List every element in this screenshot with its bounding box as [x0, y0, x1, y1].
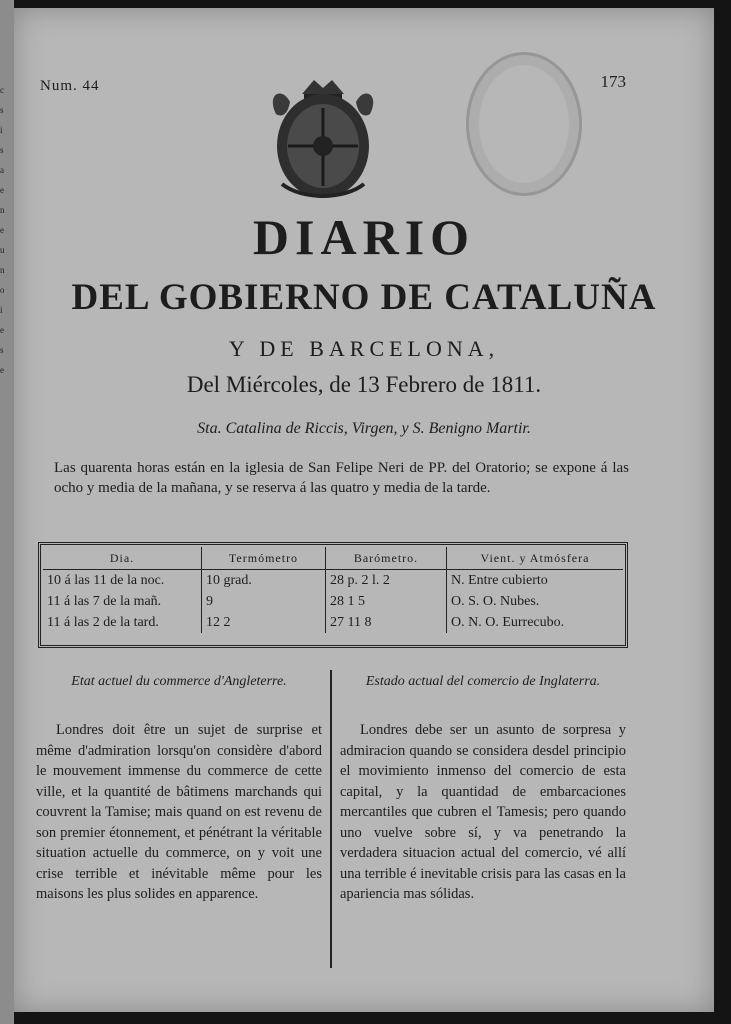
- weather-cell: 12 2: [202, 612, 326, 633]
- issue-number: Num. 44: [40, 78, 100, 94]
- weather-header-thermometer: Termómetro: [202, 547, 326, 570]
- weather-cell: 11 á las 7 de la mañ.: [43, 591, 202, 612]
- newspaper-subtitle: DEL GOBIERNO DE CATALUÑA: [71, 277, 657, 318]
- table-row: [43, 612, 623, 633]
- page-number: 173: [600, 72, 626, 91]
- newspaper-subtitle-city: Y DE BARCELONA,: [228, 336, 500, 361]
- weather-cell: 9: [202, 591, 326, 612]
- weather-cell: O. S. O. Nubes.: [451, 593, 540, 609]
- article-spanish-body: Londres debe ser un asunto de sorpresa y admiracion quando se considera desdel principio el movimiento inmenso del comercio de esta capital, y la quantidad de embarcaciones mercantiles que cubren el Tamesis; pero quando uno vuelve sobre sí, y va penetrando la verdadera situacion actual del comercio, vé allí una terrible é inevitable crisis para las casas en la apariencia mas sólidas.: [340, 722, 626, 902]
- saints-of-the-day: Sta. Catalina de Riccis, Virgen, y S. Benigno Martir.: [197, 420, 531, 437]
- article-spanish: [340, 672, 626, 905]
- religious-notice: Las quarenta horas están en la iglesia de San Felipe Neri de PP. del Oratorio; se expone á las ocho y media de la mañana, y se reserva á las quatro y media de la tarde.: [54, 460, 629, 496]
- weather-header-day: Dia.: [43, 547, 202, 570]
- table-row: [43, 591, 623, 612]
- weather-header-row: [43, 547, 623, 570]
- article-french-heading: Etat actuel du commerce d'Angleterre.: [71, 674, 287, 689]
- table-row: [43, 570, 623, 592]
- library-stamp: [466, 52, 582, 196]
- article-french: [36, 672, 322, 905]
- weather-cell: 10 grad.: [202, 570, 326, 592]
- weather-header-wind: Vient. y Atmósfera: [447, 547, 624, 570]
- royal-coat-of-arms-icon: [262, 74, 384, 206]
- article-french-body: Londres doit être un sujet de surprise et même d'admiration lorsqu'on considère d'abord le mouvement immense du commerce de cette ville, et la quantité de bâtimens marchands qui couvrent la Tamise; mais quand on est revenu de son premier étonnement, et pénétrant la véritable situation actuelle du commerce, on y voit une crise terrible et inévitable même pour les maisons les plus solides en apparence.: [36, 722, 322, 902]
- weather-cell: 28 p. 2 l. 2: [326, 570, 447, 592]
- weather-cell: 10 á las 11 de la noc.: [43, 570, 202, 592]
- weather-cell: N. Entre cubierto: [451, 572, 548, 588]
- weather-cell: 27 11 8: [326, 612, 447, 633]
- weather-table: [38, 542, 628, 648]
- weather-cell: 28 1 5: [326, 591, 447, 612]
- issue-date: Del Miércoles, de 13 Febrero de 1811.: [186, 372, 542, 397]
- newspaper-page: [14, 8, 714, 1012]
- weather-cell: O. N. O. Eurrecubo.: [451, 614, 565, 630]
- adjacent-page-strip: [0, 0, 14, 1024]
- article-spanish-heading: Estado actual del comercio de Inglaterra.: [365, 674, 601, 689]
- adjacent-page-text: c s i s a e n e u n o i e s e: [0, 85, 5, 375]
- column-divider: [330, 670, 332, 968]
- weather-cell: 11 á las 2 de la tard.: [43, 612, 202, 633]
- weather-header-barometer: Barómetro.: [326, 547, 447, 570]
- newspaper-title: DIARIO: [252, 209, 476, 265]
